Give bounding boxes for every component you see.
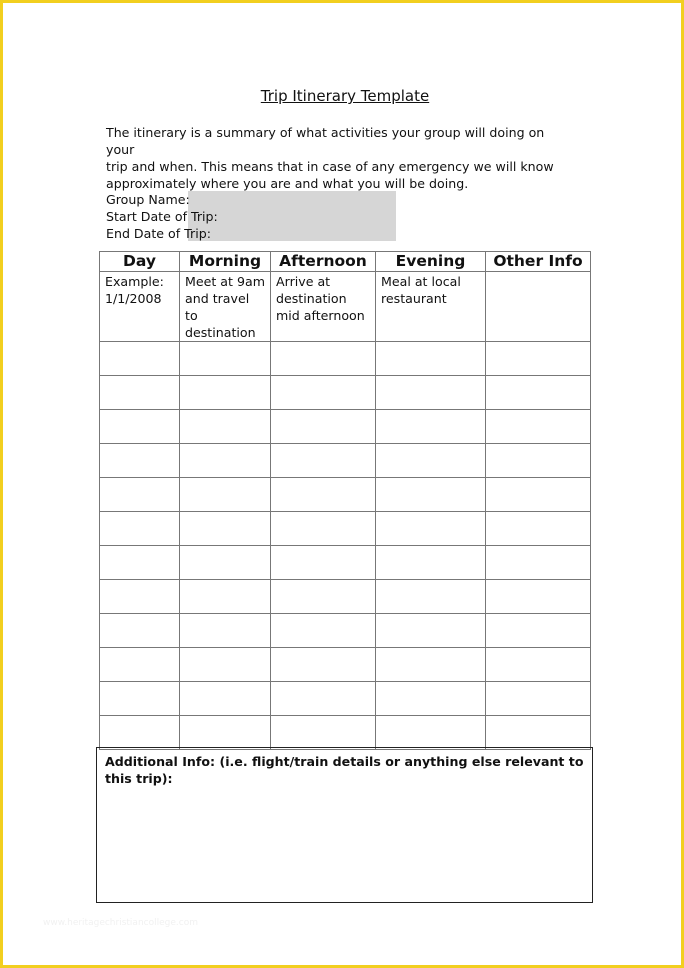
table-row — [100, 716, 591, 750]
header-day: Day — [100, 252, 180, 272]
blank-evening-cell[interactable] — [376, 580, 486, 614]
blank-afternoon-cell[interactable] — [271, 410, 376, 444]
blank-afternoon-cell[interactable] — [271, 512, 376, 546]
blank-other-cell[interactable] — [486, 478, 591, 512]
example-morning-cell[interactable] — [180, 272, 271, 342]
cell-line: Arrive at — [276, 274, 331, 289]
blank-evening-cell[interactable] — [376, 376, 486, 410]
table-row — [100, 410, 591, 444]
blank-day-cell[interactable] — [100, 648, 180, 682]
example-day-cell[interactable] — [100, 272, 180, 342]
blank-morning-cell[interactable] — [180, 342, 271, 376]
cell-line: destination — [276, 291, 347, 306]
blank-other-cell[interactable] — [486, 376, 591, 410]
blank-morning-cell[interactable] — [180, 580, 271, 614]
blank-other-cell[interactable] — [486, 648, 591, 682]
table-row — [100, 512, 591, 546]
table-row — [100, 376, 591, 410]
blank-evening-cell[interactable] — [376, 682, 486, 716]
example-other-cell[interactable] — [486, 272, 591, 342]
blank-morning-cell[interactable] — [180, 376, 271, 410]
intro-line: The itinerary is a summary of what activities your group will doing on your — [106, 125, 545, 157]
table-row — [100, 682, 591, 716]
header-evening: Evening — [376, 252, 486, 272]
example-afternoon-cell[interactable] — [271, 272, 376, 342]
itinerary-table — [99, 251, 591, 750]
header-other-info: Other Info — [486, 252, 591, 272]
blank-evening-cell[interactable] — [376, 342, 486, 376]
blank-evening-cell[interactable] — [376, 648, 486, 682]
blank-day-cell[interactable] — [100, 512, 180, 546]
table-row — [100, 342, 591, 376]
blank-evening-cell[interactable] — [376, 716, 486, 750]
blank-evening-cell[interactable] — [376, 614, 486, 648]
blank-evening-cell[interactable] — [376, 512, 486, 546]
blank-afternoon-cell[interactable] — [271, 342, 376, 376]
blank-morning-cell[interactable] — [180, 444, 271, 478]
blank-afternoon-cell[interactable] — [271, 614, 376, 648]
blank-day-cell[interactable] — [100, 444, 180, 478]
start-date-label: Start Date of Trip: — [106, 209, 218, 224]
blank-evening-cell[interactable] — [376, 410, 486, 444]
blank-day-cell[interactable] — [100, 478, 180, 512]
example-evening-cell[interactable] — [376, 272, 486, 342]
blank-afternoon-cell[interactable] — [271, 682, 376, 716]
end-date-field[interactable] — [215, 224, 396, 241]
cell-line: restaurant — [381, 291, 447, 306]
blank-day-cell[interactable] — [100, 546, 180, 580]
intro-line: trip and when. This means that in case of any emergency we will know — [106, 159, 554, 174]
blank-other-cell[interactable] — [486, 716, 591, 750]
blank-evening-cell[interactable] — [376, 546, 486, 580]
blank-day-cell[interactable] — [100, 614, 180, 648]
blank-day-cell[interactable] — [100, 376, 180, 410]
blank-day-cell[interactable] — [100, 410, 180, 444]
blank-morning-cell[interactable] — [180, 716, 271, 750]
blank-other-cell[interactable] — [486, 682, 591, 716]
blank-afternoon-cell[interactable] — [271, 648, 376, 682]
blank-other-cell[interactable] — [486, 444, 591, 478]
header-afternoon: Afternoon — [271, 252, 376, 272]
blank-afternoon-cell[interactable] — [271, 478, 376, 512]
blank-afternoon-cell[interactable] — [271, 444, 376, 478]
watermark-text: www.heritagechristiancollege.com — [43, 918, 198, 928]
blank-other-cell[interactable] — [486, 342, 591, 376]
document-title: Trip Itinerary Template — [260, 87, 430, 105]
cell-line: 1/1/2008 — [105, 291, 162, 306]
blank-other-cell[interactable] — [486, 580, 591, 614]
cell-line: Meal at local — [381, 274, 461, 289]
blank-morning-cell[interactable] — [180, 648, 271, 682]
blank-morning-cell[interactable] — [180, 614, 271, 648]
header-morning: Morning — [180, 252, 271, 272]
blank-day-cell[interactable] — [100, 342, 180, 376]
blank-afternoon-cell[interactable] — [271, 376, 376, 410]
blank-morning-cell[interactable] — [180, 410, 271, 444]
additional-info-box[interactable] — [96, 747, 593, 903]
cell-line: and travel to — [185, 291, 250, 323]
blank-evening-cell[interactable] — [376, 478, 486, 512]
blank-morning-cell[interactable] — [180, 478, 271, 512]
blank-other-cell[interactable] — [486, 614, 591, 648]
table-row — [100, 478, 591, 512]
cell-line: Meet at 9am — [185, 274, 265, 289]
table-row — [100, 546, 591, 580]
cell-line: mid afternoon — [276, 308, 365, 323]
intro-line: approximately where you are and what you will be doing. — [106, 176, 469, 191]
blank-morning-cell[interactable] — [180, 682, 271, 716]
blank-morning-cell[interactable] — [180, 512, 271, 546]
blank-other-cell[interactable] — [486, 512, 591, 546]
intro-paragraph — [106, 124, 576, 192]
cell-line: destination — [185, 325, 256, 340]
end-date-label: End Date of Trip: — [106, 226, 211, 241]
additional-info-label-cont: this trip): — [105, 771, 173, 786]
table-row — [100, 580, 591, 614]
group-name-label: Group Name: — [106, 192, 190, 207]
table-row — [100, 648, 591, 682]
table-header-row — [100, 252, 591, 272]
blank-morning-cell[interactable] — [180, 546, 271, 580]
additional-info-label: Additional Info: (i.e. flight/train details or anything else relevant to — [105, 754, 584, 769]
blank-other-cell[interactable] — [486, 410, 591, 444]
blank-day-cell[interactable] — [100, 716, 180, 750]
table-row — [100, 444, 591, 478]
blank-day-cell[interactable] — [100, 580, 180, 614]
blank-afternoon-cell[interactable] — [271, 546, 376, 580]
blank-afternoon-cell[interactable] — [271, 580, 376, 614]
blank-day-cell[interactable] — [100, 682, 180, 716]
cell-line: Example: — [105, 274, 164, 289]
blank-other-cell[interactable] — [486, 546, 591, 580]
example-row — [100, 272, 591, 342]
table-row — [100, 614, 591, 648]
blank-afternoon-cell[interactable] — [271, 716, 376, 750]
blank-evening-cell[interactable] — [376, 444, 486, 478]
